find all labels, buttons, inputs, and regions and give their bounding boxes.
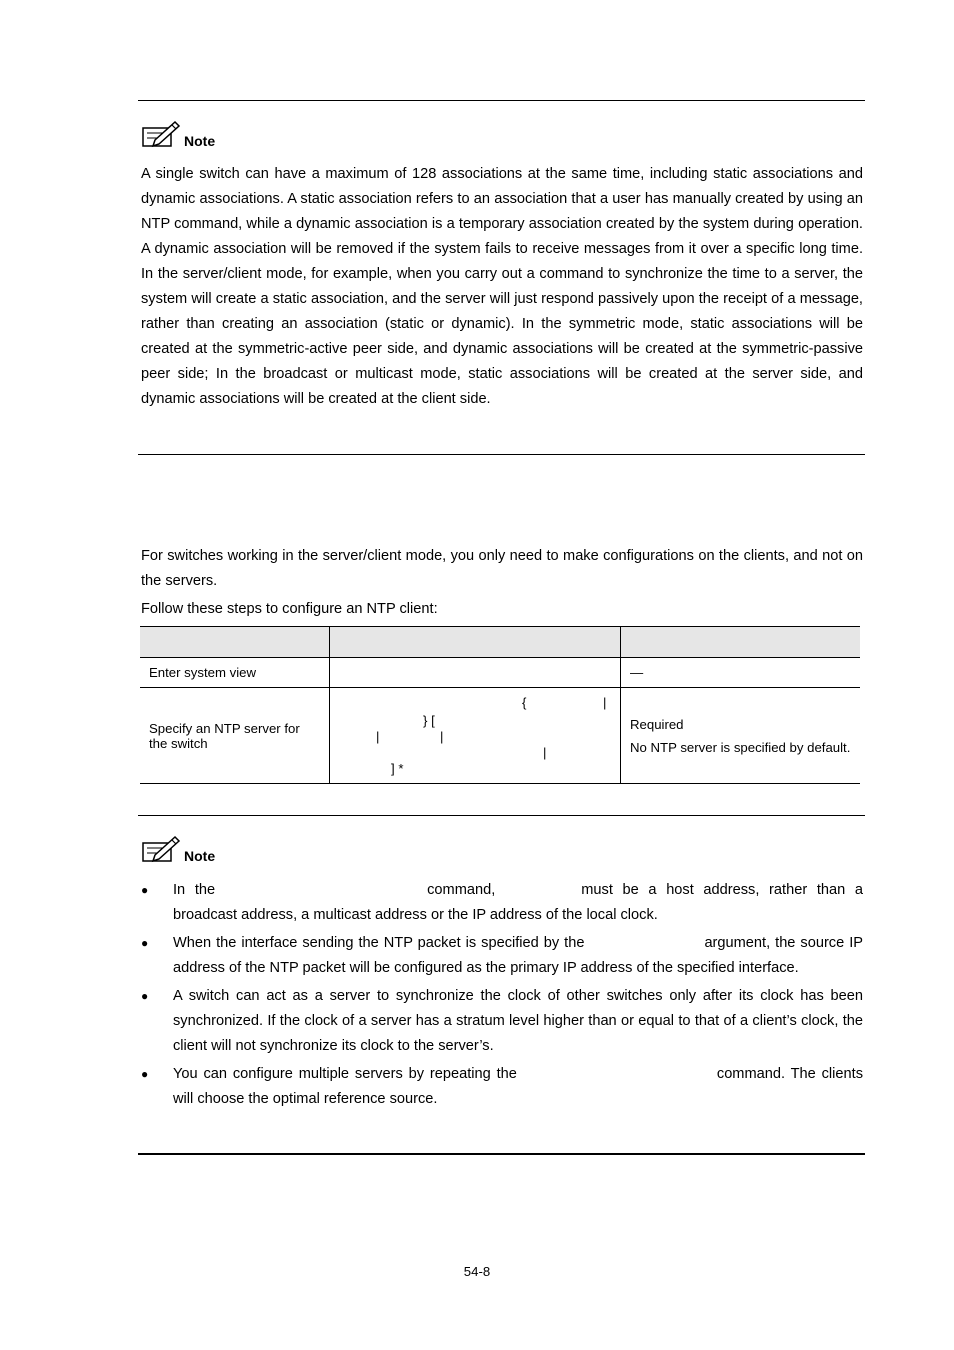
list-item-text: command. The clients will choose the optimal reference source. — [173, 1066, 863, 1107]
header-cell — [330, 627, 621, 658]
bullet-icon: ● — [141, 989, 149, 1003]
remark-line: No NTP server is specified by default. — [630, 739, 851, 755]
table-row — [140, 688, 860, 784]
bullet-icon: ● — [141, 883, 149, 897]
command-fragment: | — [376, 729, 380, 744]
command-fragment: ] * — [391, 761, 404, 776]
note-top-rule — [138, 100, 865, 101]
operation-cell: Enter system view — [140, 658, 330, 688]
operation-text: Specify an NTP server for the switch — [149, 720, 300, 751]
remark-cell — [621, 688, 861, 784]
note-body: A single switch can have a maximum of 128 associations at the same time, including static associations and dynamic associations. A static association refers to an association that a user has manually created by using an NTP command, while a dynamic association is a temporary association created by the system during operation. A dynamic association will be removed if the system fails to receive messages from it over a specific long time. In the server/client mode, for example, when you carry out a command to synchronize the time to a server, the system will create a static association, and the server will just respond passively upon the receipt of a message, rather than creating an association (static or dynamic). In the symmetric mode, static associations will be created at the symmetric-active peer side, and dynamic associations will be created at the symmetric-passive peer side; In the broadcast or multicast mode, static associations will be created at the server side, and dynamic associations will be created at the client side. — [141, 166, 863, 407]
list-item — [141, 1062, 863, 1112]
list-item-text: In the — [173, 882, 216, 898]
list-item — [141, 878, 863, 928]
page-number: 54-8 — [463, 1264, 491, 1279]
command-fragment: | — [603, 695, 607, 710]
list-item-text: You can configure multiple servers by repeating the — [173, 1066, 517, 1082]
remark-cell: — — [621, 658, 861, 688]
command-cell — [330, 688, 621, 784]
header-cell — [621, 627, 861, 658]
list-item-text: A switch can act as a server to synchronize the clock of other switches only after its clock has been synchronized. If the clock of a server has a stratum level higher than or equal to that of a client’s clock, the client will not synchronize its clock to the server’s. — [173, 988, 863, 1054]
list-item-text: argument, the source IP address of the NTP packet will be configured as the primary IP address of the specified interface. — [173, 935, 863, 976]
intro-paragraph: For switches working in the server/client mode, you only need to make configurations on the clients, and not on the servers. — [141, 548, 863, 589]
list-item — [141, 984, 863, 1059]
bullet-icon: ● — [141, 936, 149, 950]
command-fragment: | — [543, 745, 547, 760]
list-item — [141, 931, 863, 981]
note-header — [141, 120, 215, 150]
bullet-icon: ● — [141, 1067, 149, 1081]
command-cell — [330, 658, 621, 688]
note-pencil-icon — [141, 120, 181, 150]
note-pencil-icon — [141, 835, 181, 865]
list-item-text: command, — [427, 882, 496, 898]
remark-line: Required — [630, 716, 684, 732]
ntp-client-steps-table — [140, 626, 860, 784]
operation-cell — [140, 688, 330, 784]
note-label: Note — [184, 848, 216, 864]
note-bottom-rule — [138, 454, 865, 455]
note-bullet-list — [141, 878, 863, 1115]
table-row — [140, 658, 860, 688]
note-bottom-rule — [138, 1153, 865, 1155]
note-label: Note — [184, 133, 216, 149]
list-item-text: When the interface sending the NTP packet is specified by the — [173, 935, 585, 951]
command-fragment: } [ — [423, 713, 435, 728]
command-fragment: | — [440, 729, 444, 744]
note-top-rule — [138, 815, 865, 816]
note-header — [141, 835, 215, 865]
steps-lead-in: Follow these steps to configure an NTP client: — [141, 601, 438, 617]
command-fragment: { — [522, 695, 527, 710]
header-cell — [140, 627, 330, 658]
list-item-text: must be a host address, rather than a broadcast address, a multicast address or the IP address of the local clock. — [173, 882, 864, 923]
table-header-row — [140, 627, 860, 658]
